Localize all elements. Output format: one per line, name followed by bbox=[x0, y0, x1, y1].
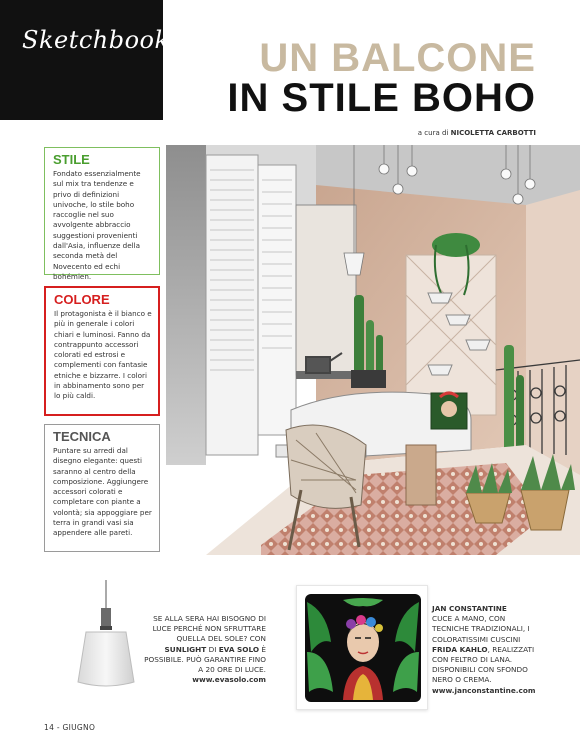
pillow-brand: JAN CONSTANTINE bbox=[432, 604, 507, 613]
box-stile-heading: STILE bbox=[53, 152, 90, 167]
lamp-brand: EVA SOLO bbox=[218, 644, 260, 654]
page-folio: 14 - GIUGNO bbox=[44, 723, 96, 732]
box-colore bbox=[44, 286, 160, 416]
pillow-text-b: , REALIZZATI CON FELTRO DI LANA. DISPONIBILI CON SFONDO NERO O CREMA. bbox=[432, 644, 535, 685]
box-tecnica-heading: TECNICA bbox=[53, 429, 111, 444]
box-colore-heading: COLORE bbox=[54, 292, 110, 307]
frida-pillow-photo bbox=[296, 585, 428, 710]
brand-logo: Sketchbook bbox=[22, 26, 170, 54]
byline bbox=[418, 129, 536, 137]
lamp-caption bbox=[140, 614, 266, 685]
box-tecnica-text: Puntare su arredi dal disegno elegante: questi saranno al centro della composizione. Aggiungere accessori colorati e completare con piante a volontà; sia appoggiare per terra in grandi vasi sia appendere alle pareti. bbox=[53, 446, 152, 538]
sunlight-lamp-photo bbox=[66, 580, 146, 690]
pillow-text-a: CUCE A MANO, CON TECNICHE TRADIZIONALI, I COLORATISSIMI CUSCINI bbox=[432, 614, 530, 644]
pillow-url: www.janconstantine.com bbox=[432, 685, 536, 695]
lamp-text-a: SE ALLA SERA HAI BISOGNO DI LUCE PERCHÉ NON SFRUTTARE QUELLA DEL SOLE? CON bbox=[152, 614, 266, 644]
pillow-product: FRIDA KAHLO bbox=[432, 644, 488, 654]
title-line-2: IN STILE BOHO bbox=[227, 76, 536, 120]
lamp-url: www.evasolo.com bbox=[192, 675, 266, 685]
box-stile bbox=[44, 147, 160, 281]
lamp-text-b: DI bbox=[206, 644, 219, 654]
lamp-text-c: È POSSIBILE. PUÒ GARANTIRE FINO A 20 ORE DI LUCE. bbox=[144, 644, 266, 675]
brand-block bbox=[0, 0, 170, 120]
box-tecnica bbox=[44, 424, 160, 552]
trellis bbox=[406, 255, 496, 415]
shutters bbox=[206, 155, 296, 455]
title-line-1: UN BALCONE bbox=[259, 36, 536, 80]
balcony-illustration bbox=[166, 145, 580, 555]
pillow-caption bbox=[432, 604, 544, 696]
lamp-product: SUNLIGHT bbox=[164, 644, 207, 654]
byline-prefix: a cura di bbox=[417, 129, 449, 137]
box-stile-text: Fondato essenzialmente sul mix tra tendenze e privo di definizioni univoche, lo stile boho raccoglie nel suo avvolgente abbraccio suggestioni provenienti dall'Asia, influenze della seconda metà del Novecento ed echi bohémien. bbox=[53, 169, 141, 281]
frida-pillow-image bbox=[303, 592, 423, 704]
byline-author: NICOLETTA CARBOTTI bbox=[450, 129, 536, 137]
box-colore-text: Il protagonista è il bianco e più in generale i colori chiari e luminosi. Fanno da contrappunto accessori colorati ed estrosi e complementi con fantasie etniche e bizzarre. I colori in abbinamento sono per lo più caldi. bbox=[54, 309, 152, 401]
